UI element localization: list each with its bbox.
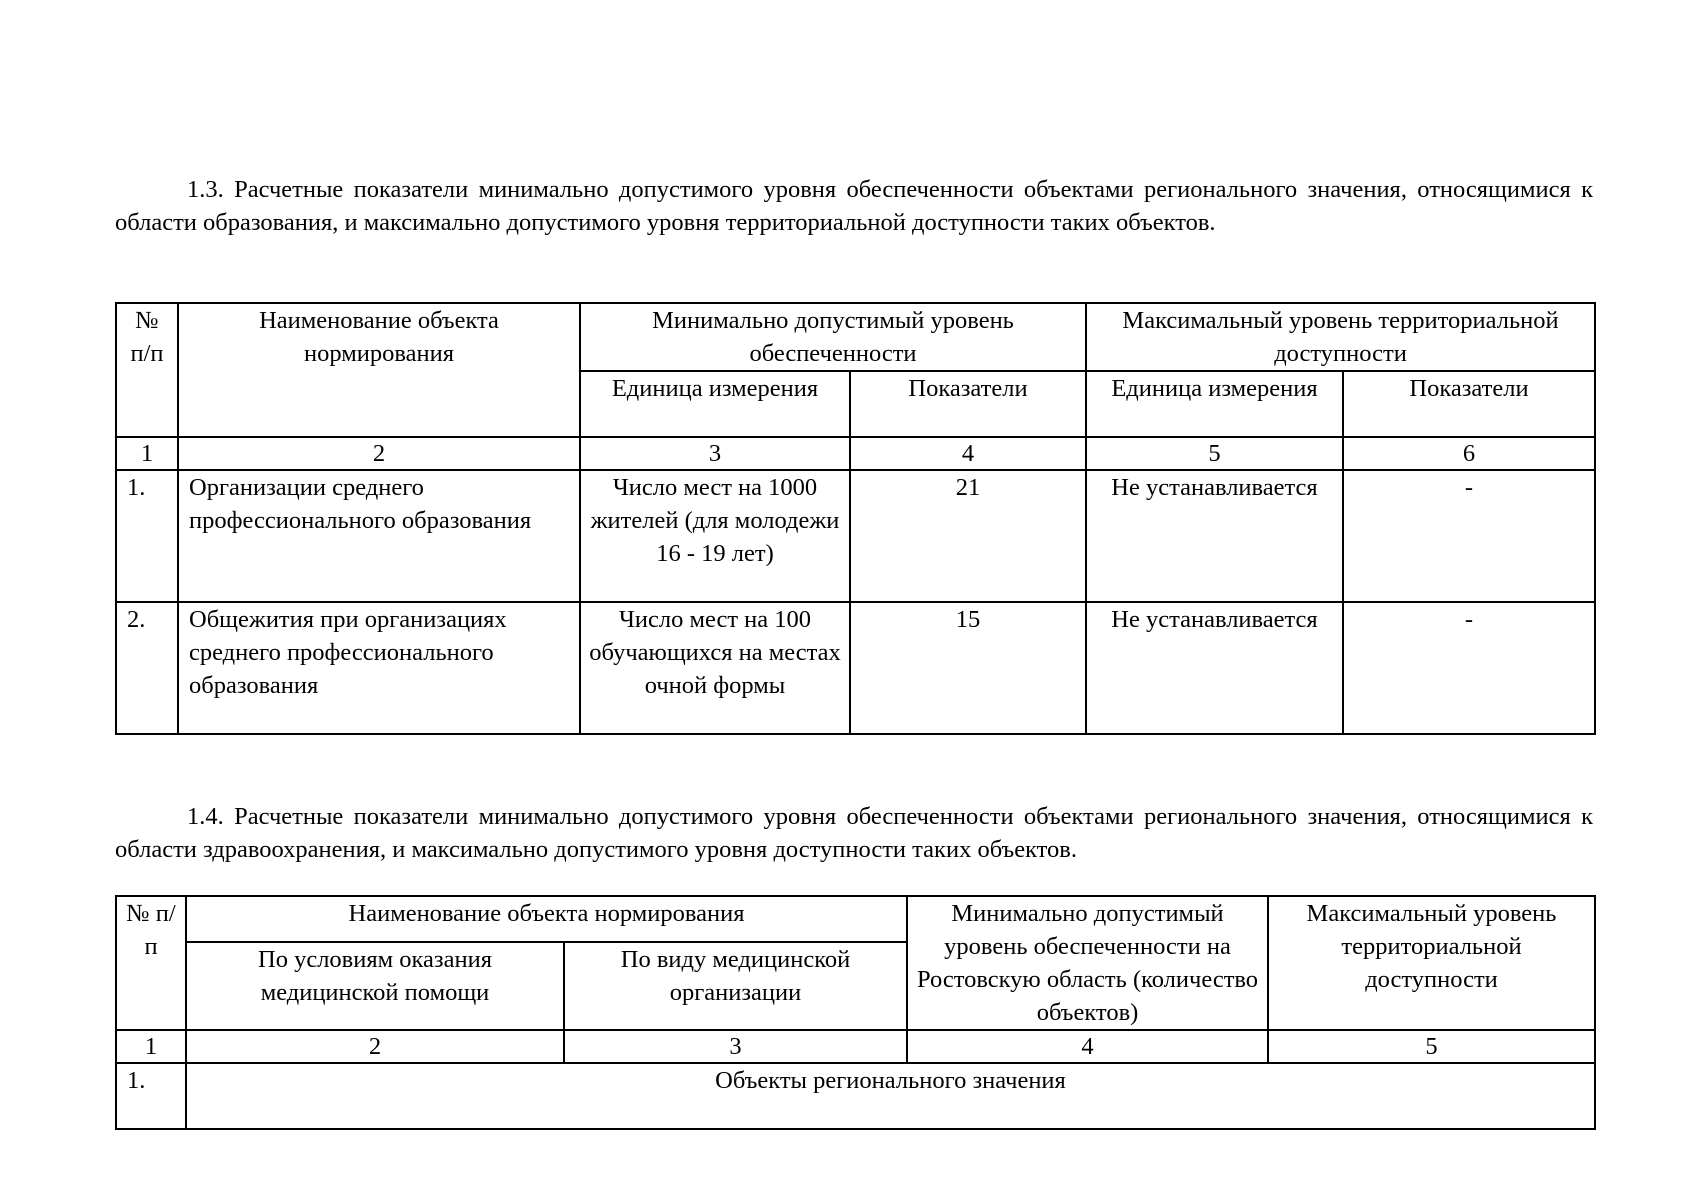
column-number: 3 xyxy=(580,437,850,470)
row-object-name: Организации среднего профессионального образования xyxy=(178,470,580,602)
row-unit: Число мест на 1000 жителей (для молодежи 16 - 19 лет) xyxy=(580,470,850,602)
header-num: № п/п xyxy=(116,303,178,437)
table-row xyxy=(116,1063,1595,1129)
header-object-name: Наименование объекта нормирования xyxy=(178,303,580,437)
column-number: 1 xyxy=(116,1030,186,1063)
row-access-unit: Не устанавливается xyxy=(1086,602,1343,734)
row-num: 1. xyxy=(116,1063,186,1129)
row-access-unit: Не устанавливается xyxy=(1086,470,1343,602)
header-num: № п/п xyxy=(116,896,186,1030)
column-number: 1 xyxy=(116,437,178,470)
header-max-level: Максимальный уровень территориальной доступности xyxy=(1086,303,1595,371)
header-by-conditions: По условиям оказания медицинской помощи xyxy=(186,942,564,1030)
header-indicators: Показатели xyxy=(850,371,1086,437)
table-row xyxy=(116,602,1595,734)
column-number: 2 xyxy=(186,1030,564,1063)
header-min-level: Минимально допустимый уровень обеспеченности xyxy=(580,303,1086,371)
column-number: 3 xyxy=(564,1030,907,1063)
column-number: 2 xyxy=(178,437,580,470)
row-unit: Число мест на 100 обучающихся на местах очной формы xyxy=(580,602,850,734)
section-1-4-paragraph: 1.4. Расчетные показатели минимально допустимого уровня обеспеченности объектами регионального значения, относящимися к области здравоохранения, и максимально допустимого уровня доступности таких объектов. xyxy=(115,803,1593,863)
header-by-type: По виду медицинской организации xyxy=(564,942,907,1030)
row-access-value: - xyxy=(1343,470,1595,602)
header-access-unit: Единица измерения xyxy=(1086,371,1343,437)
row-value: 21 xyxy=(850,470,1086,602)
column-number: 5 xyxy=(1268,1030,1595,1063)
row-access-value: - xyxy=(1343,602,1595,734)
healthcare-table xyxy=(115,895,1596,1130)
header-min-level: Минимально допустимый уровень обеспеченности на Ростовскую область (количество объектов) xyxy=(907,896,1268,1030)
column-number: 4 xyxy=(850,437,1086,470)
column-number: 4 xyxy=(907,1030,1268,1063)
row-object-name: Общежития при организациях среднего профессионального образования xyxy=(178,602,580,734)
row-value: 15 xyxy=(850,602,1086,734)
education-table xyxy=(115,302,1596,735)
header-max-level: Максимальный уровень территориальной доступности xyxy=(1268,896,1595,1030)
header-object-name: Наименование объекта нормирования xyxy=(186,896,907,942)
row-num: 2. xyxy=(116,602,178,734)
row-group-title: Объекты регионального значения xyxy=(186,1063,1595,1129)
row-num: 1. xyxy=(116,470,178,602)
column-number: 5 xyxy=(1086,437,1343,470)
section-1-3-paragraph: 1.3. Расчетные показатели минимально допустимого уровня обеспеченности объектами регионального значения, относящимися к области образования, и максимально допустимого уровня территориальной доступности таких объектов. xyxy=(115,176,1593,236)
column-number: 6 xyxy=(1343,437,1595,470)
header-unit: Единица измерения xyxy=(580,371,850,437)
header-access-indicators: Показатели xyxy=(1343,371,1595,437)
table-row xyxy=(116,470,1595,602)
